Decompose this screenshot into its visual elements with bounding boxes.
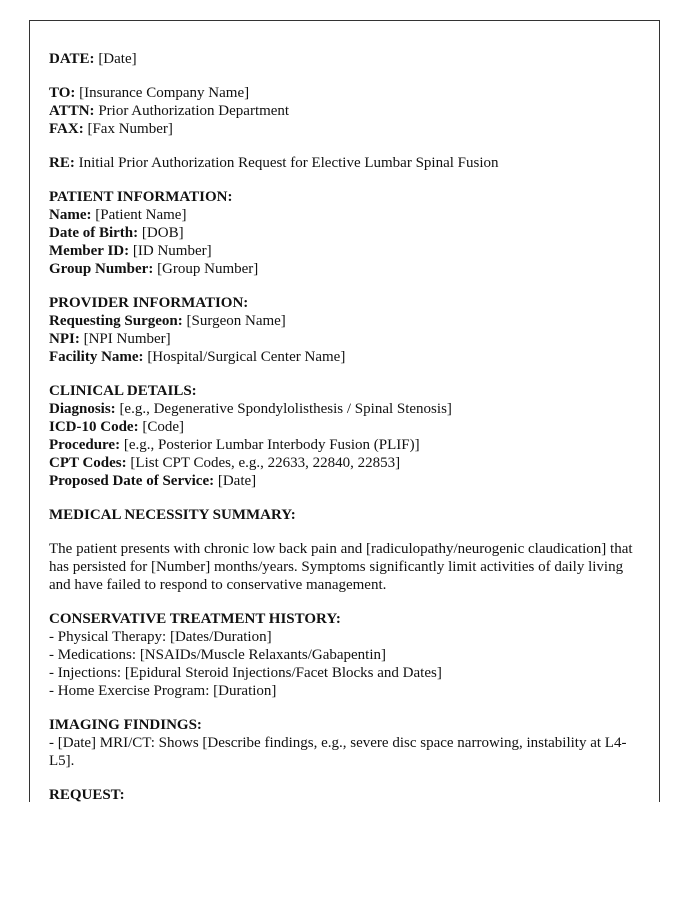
fax-line — [49, 120, 639, 138]
date-label: DATE: — [49, 51, 95, 67]
field-label: Name: — [49, 207, 92, 223]
field-value: [Patient Name] — [95, 207, 187, 223]
list-item: - Medications: [NSAIDs/Muscle Relaxants/Gabapentin] — [49, 647, 387, 663]
provider-section — [49, 294, 639, 366]
conservative-section — [49, 610, 639, 700]
section-heading: CONSERVATIVE TREATMENT HISTORY: — [49, 611, 341, 627]
field-line — [49, 472, 639, 490]
field-line — [49, 242, 639, 260]
field-label: Date of Birth: — [49, 225, 139, 241]
field-value: [e.g., Degenerative Spondylolisthesis / Spinal Stenosis] — [119, 401, 452, 417]
fax-value: [Fax Number] — [87, 121, 173, 137]
field-value: [Date] — [217, 473, 257, 489]
field-label: Diagnosis: — [49, 401, 116, 417]
section-heading: IMAGING FINDINGS: — [49, 717, 202, 733]
field-value: [List CPT Codes, e.g., 22633, 22840, 22853] — [130, 455, 401, 471]
clinical-section — [49, 382, 639, 490]
field-label: Requesting Surgeon: — [49, 313, 183, 329]
field-label: NPI: — [49, 331, 80, 347]
date-line — [49, 50, 639, 68]
fax-label: FAX: — [49, 121, 84, 137]
section-heading: PATIENT INFORMATION: — [49, 189, 233, 205]
field-label: ICD-10 Code: — [49, 419, 139, 435]
imaging-section — [49, 716, 639, 770]
field-label: CPT Codes: — [49, 455, 127, 471]
field-value: [DOB] — [141, 225, 184, 241]
re-line — [49, 154, 639, 172]
field-label: Group Number: — [49, 261, 154, 277]
field-value: [Hospital/Surgical Center Name] — [147, 349, 346, 365]
list-item: - Physical Therapy: [Dates/Duration] — [49, 629, 272, 645]
recipient-block — [49, 84, 639, 138]
field-label: Facility Name: — [49, 349, 144, 365]
attn-label: ATTN: — [49, 103, 95, 119]
necessity-heading — [49, 506, 639, 524]
re-value: Initial Prior Authorization Request for Elective Lumbar Spinal Fusion — [78, 155, 499, 171]
field-label: Member ID: — [49, 243, 130, 259]
section-heading: CLINICAL DETAILS: — [49, 383, 197, 399]
date-value: [Date] — [98, 51, 137, 67]
field-value: [Code] — [142, 419, 184, 435]
field-line — [49, 436, 639, 454]
to-value: [Insurance Company Name] — [79, 85, 250, 101]
field-label: Proposed Date of Service: — [49, 473, 215, 489]
field-line — [49, 454, 639, 472]
necessity-body: The patient presents with chronic low back pain and [radiculopathy/neurogenic claudication] that has persisted for [Number] months/years. Symptoms significantly limit activities of daily living and have failed to respond to conservative management. — [49, 541, 633, 593]
field-line — [49, 260, 639, 278]
field-value: [e.g., Posterior Lumbar Interbody Fusion (PLIF)] — [123, 437, 420, 453]
field-value: [Surgeon Name] — [186, 313, 286, 329]
to-line — [49, 84, 639, 102]
list-item: - [Date] MRI/CT: Shows [Describe findings, e.g., severe disc space narrowing, instability at L4-L5]. — [49, 735, 627, 769]
re-label: RE: — [49, 155, 75, 171]
field-line — [49, 400, 639, 418]
list-item: - Injections: [Epidural Steroid Injections/Facet Blocks and Dates] — [49, 665, 442, 681]
section-heading: REQUEST: — [49, 787, 125, 802]
field-label: Procedure: — [49, 437, 121, 453]
section-heading: PROVIDER INFORMATION: — [49, 295, 249, 311]
section-heading: MEDICAL NECESSITY SUMMARY: — [49, 507, 296, 523]
field-line — [49, 418, 639, 436]
attn-line — [49, 102, 639, 120]
list-item: - Home Exercise Program: [Duration] — [49, 683, 277, 699]
request-section — [49, 786, 639, 802]
to-label: TO: — [49, 85, 76, 101]
field-value: [NPI Number] — [83, 331, 171, 347]
attn-value: Prior Authorization Department — [98, 103, 290, 119]
patient-section — [49, 188, 639, 278]
field-line — [49, 330, 639, 348]
field-line — [49, 312, 639, 330]
letter-page — [29, 20, 660, 802]
field-line — [49, 224, 639, 242]
field-line — [49, 206, 639, 224]
field-line — [49, 348, 639, 366]
field-value: [Group Number] — [157, 261, 259, 277]
field-value: [ID Number] — [132, 243, 212, 259]
